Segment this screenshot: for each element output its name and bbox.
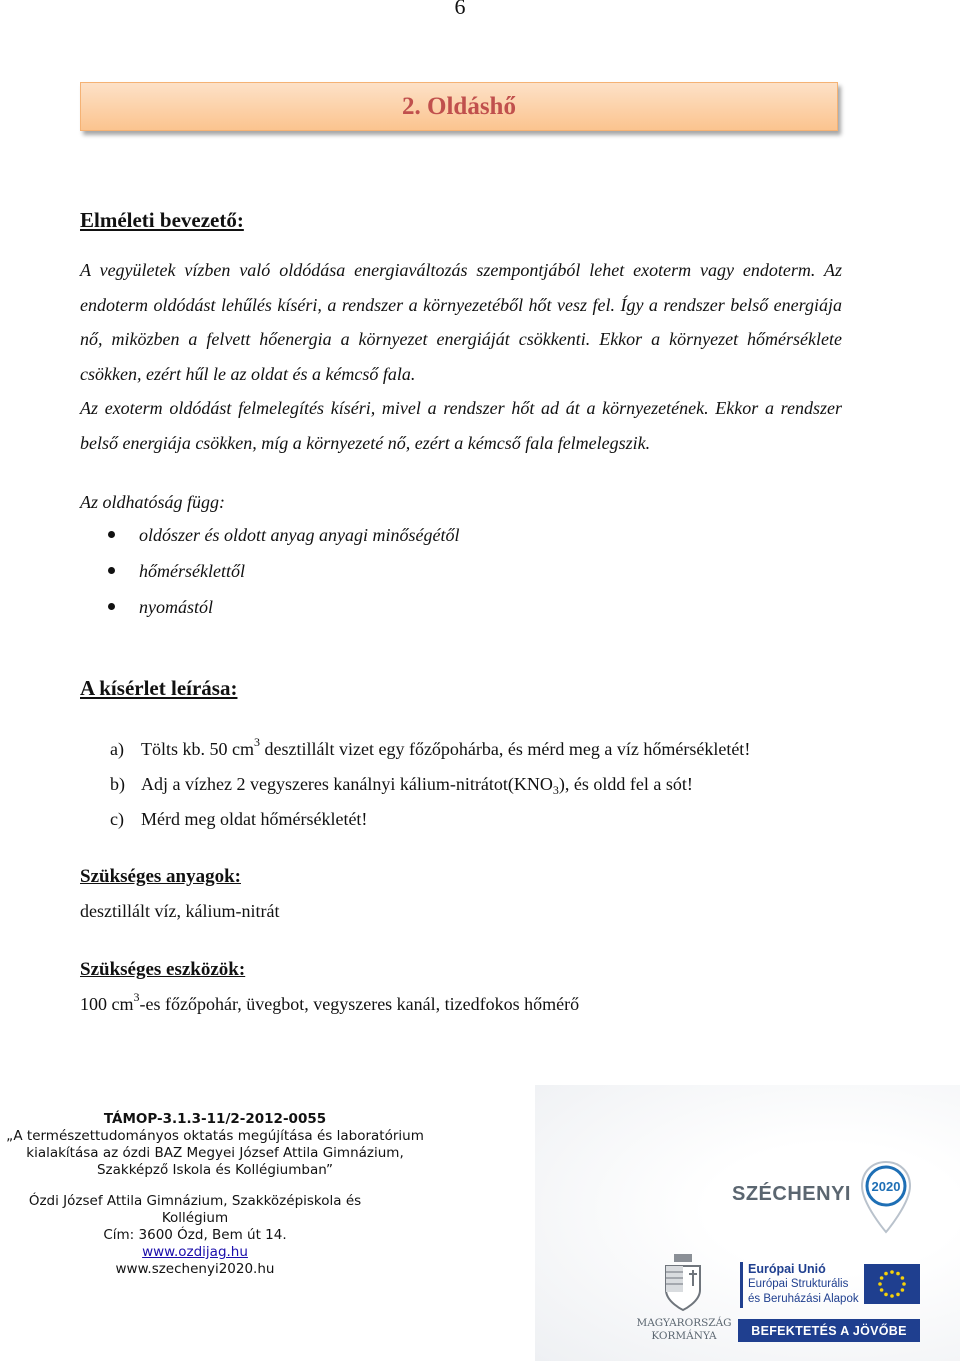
experiment-step (110, 735, 751, 760)
tools-text (80, 990, 580, 1015)
government-logo-text (628, 1317, 740, 1343)
eu-divider (740, 1262, 743, 1308)
eu-line: és Beruházási Alapok (748, 1293, 859, 1305)
project-line: „A természettudományos oktatás megújítása és laboratórium (6, 1128, 424, 1144)
superscript: 3 (133, 990, 140, 1004)
szechenyi-2020-pin-icon (860, 1160, 912, 1234)
szechenyi-year: 2020 (871, 1179, 901, 1194)
school-name: Ózdi József Attila Gimnázium, Szakközépiskola és (28, 1193, 362, 1209)
bullet-dot-icon (108, 531, 115, 538)
project-code: TÁMOP-3.1.3-11/2-2012-0055 (103, 1111, 327, 1127)
experiment-step (110, 809, 367, 830)
step-text: desztillált vizet egy főzőpohárba, és mérd meg a víz hőmérsékletét! (260, 739, 751, 759)
subscript: 3 (552, 783, 559, 797)
slogan-banner: BEFEKTETÉS A JÖVŐBE (738, 1319, 920, 1342)
page-title: 2. Oldáshő (402, 92, 516, 120)
step-text: Mérd meg oldat hőmérsékletét! (141, 809, 368, 829)
step-text: Tölts kb. 50 cm (141, 739, 254, 759)
step-label: c) (110, 809, 124, 829)
coat-of-arms-icon (662, 1252, 704, 1312)
bullet-item (108, 597, 213, 618)
bullet-item (108, 561, 245, 582)
tools-heading: Szükséges eszközök: (80, 959, 246, 980)
bullet-text: hőmérséklettől (139, 561, 245, 581)
footer-school (0, 1193, 390, 1278)
theory-paragraph: A vegyületek vízben való oldódása energiaváltozás szempontjából lehet exoterm vagy endoterm. Az endoterm oldódást lehűlés kíséri, a rendszer a környezetéből hőt vesz fel. Így a rendszer belső energiája nő, miközben a felvett hőenergia a környezet energiáját csökkenti. Ekkor a környezet hőmérséklete csökken, ezért hűl le az oldat és a kémcső fala. (80, 260, 842, 384)
step-label: b) (110, 774, 125, 794)
bullet-dot-icon (108, 603, 115, 610)
tools-text-part: 100 cm (80, 994, 134, 1014)
bullet-text: oldószer és oldott anyag anyagi minőségétől (139, 525, 460, 545)
szechenyi-website: www.szechenyi2020.hu (115, 1261, 275, 1277)
step-text: ), és oldd fel a sót! (558, 774, 693, 794)
eu-funds-text (748, 1262, 859, 1307)
school-website-link[interactable]: www.ozdijag.hu (142, 1244, 248, 1260)
eu-title: Európai Unió (748, 1262, 826, 1276)
project-line: Szakképző Iskola és Kollégiumban” (96, 1162, 334, 1178)
school-name: Kollégium (161, 1210, 229, 1226)
title-banner (80, 82, 838, 131)
experiment-step (110, 774, 693, 795)
bullet-dot-icon (108, 567, 115, 574)
tools-text-part: -es főzőpohár, üvegbot, vegyszeres kanál, tizedfokos hőmérő (139, 994, 580, 1014)
school-address: Cím: 3600 Ózd, Bem út 14. (103, 1227, 287, 1243)
government-line: KORMÁNYA (651, 1330, 717, 1342)
superscript: 3 (254, 735, 260, 749)
theory-heading: Elméleti bevezető: (80, 208, 244, 232)
szechenyi-logo-text: SZÉCHENYI (732, 1183, 851, 1205)
page-number: 6 (454, 0, 466, 19)
materials-heading: Szükséges anyagok: (80, 866, 241, 887)
theory-paragraph-exoterm: Az exoterm oldódást felmelegítés kíséri, mivel a rendszer hőt ad át a környezetének. Ekkor a rendszer belső energiája csökken, míg a környezeté nő, ezért a kémcső fala felmelegszik. (80, 398, 842, 453)
bullet-item (108, 525, 459, 546)
experiment-heading: A kísérlet leírása: (80, 676, 238, 700)
solubility-intro: Az oldhatóság függ: (80, 492, 226, 512)
materials-text: desztillált víz, kálium-nitrát (80, 901, 280, 921)
footer-project (0, 1111, 430, 1179)
step-label: a) (110, 739, 124, 759)
eu-line: Európai Strukturális (748, 1278, 849, 1290)
bullet-text: nyomástól (139, 597, 213, 617)
eu-flag-icon (864, 1264, 920, 1304)
step-text: Adj a vízhez 2 vegyszeres kanálnyi kálium-nitrátot(KNO (141, 774, 553, 794)
government-line: MAGYARORSZÁG (636, 1317, 732, 1329)
project-line: kialakítása az ózdi BAZ Megyei József Attila Gimnázium, (26, 1145, 404, 1161)
